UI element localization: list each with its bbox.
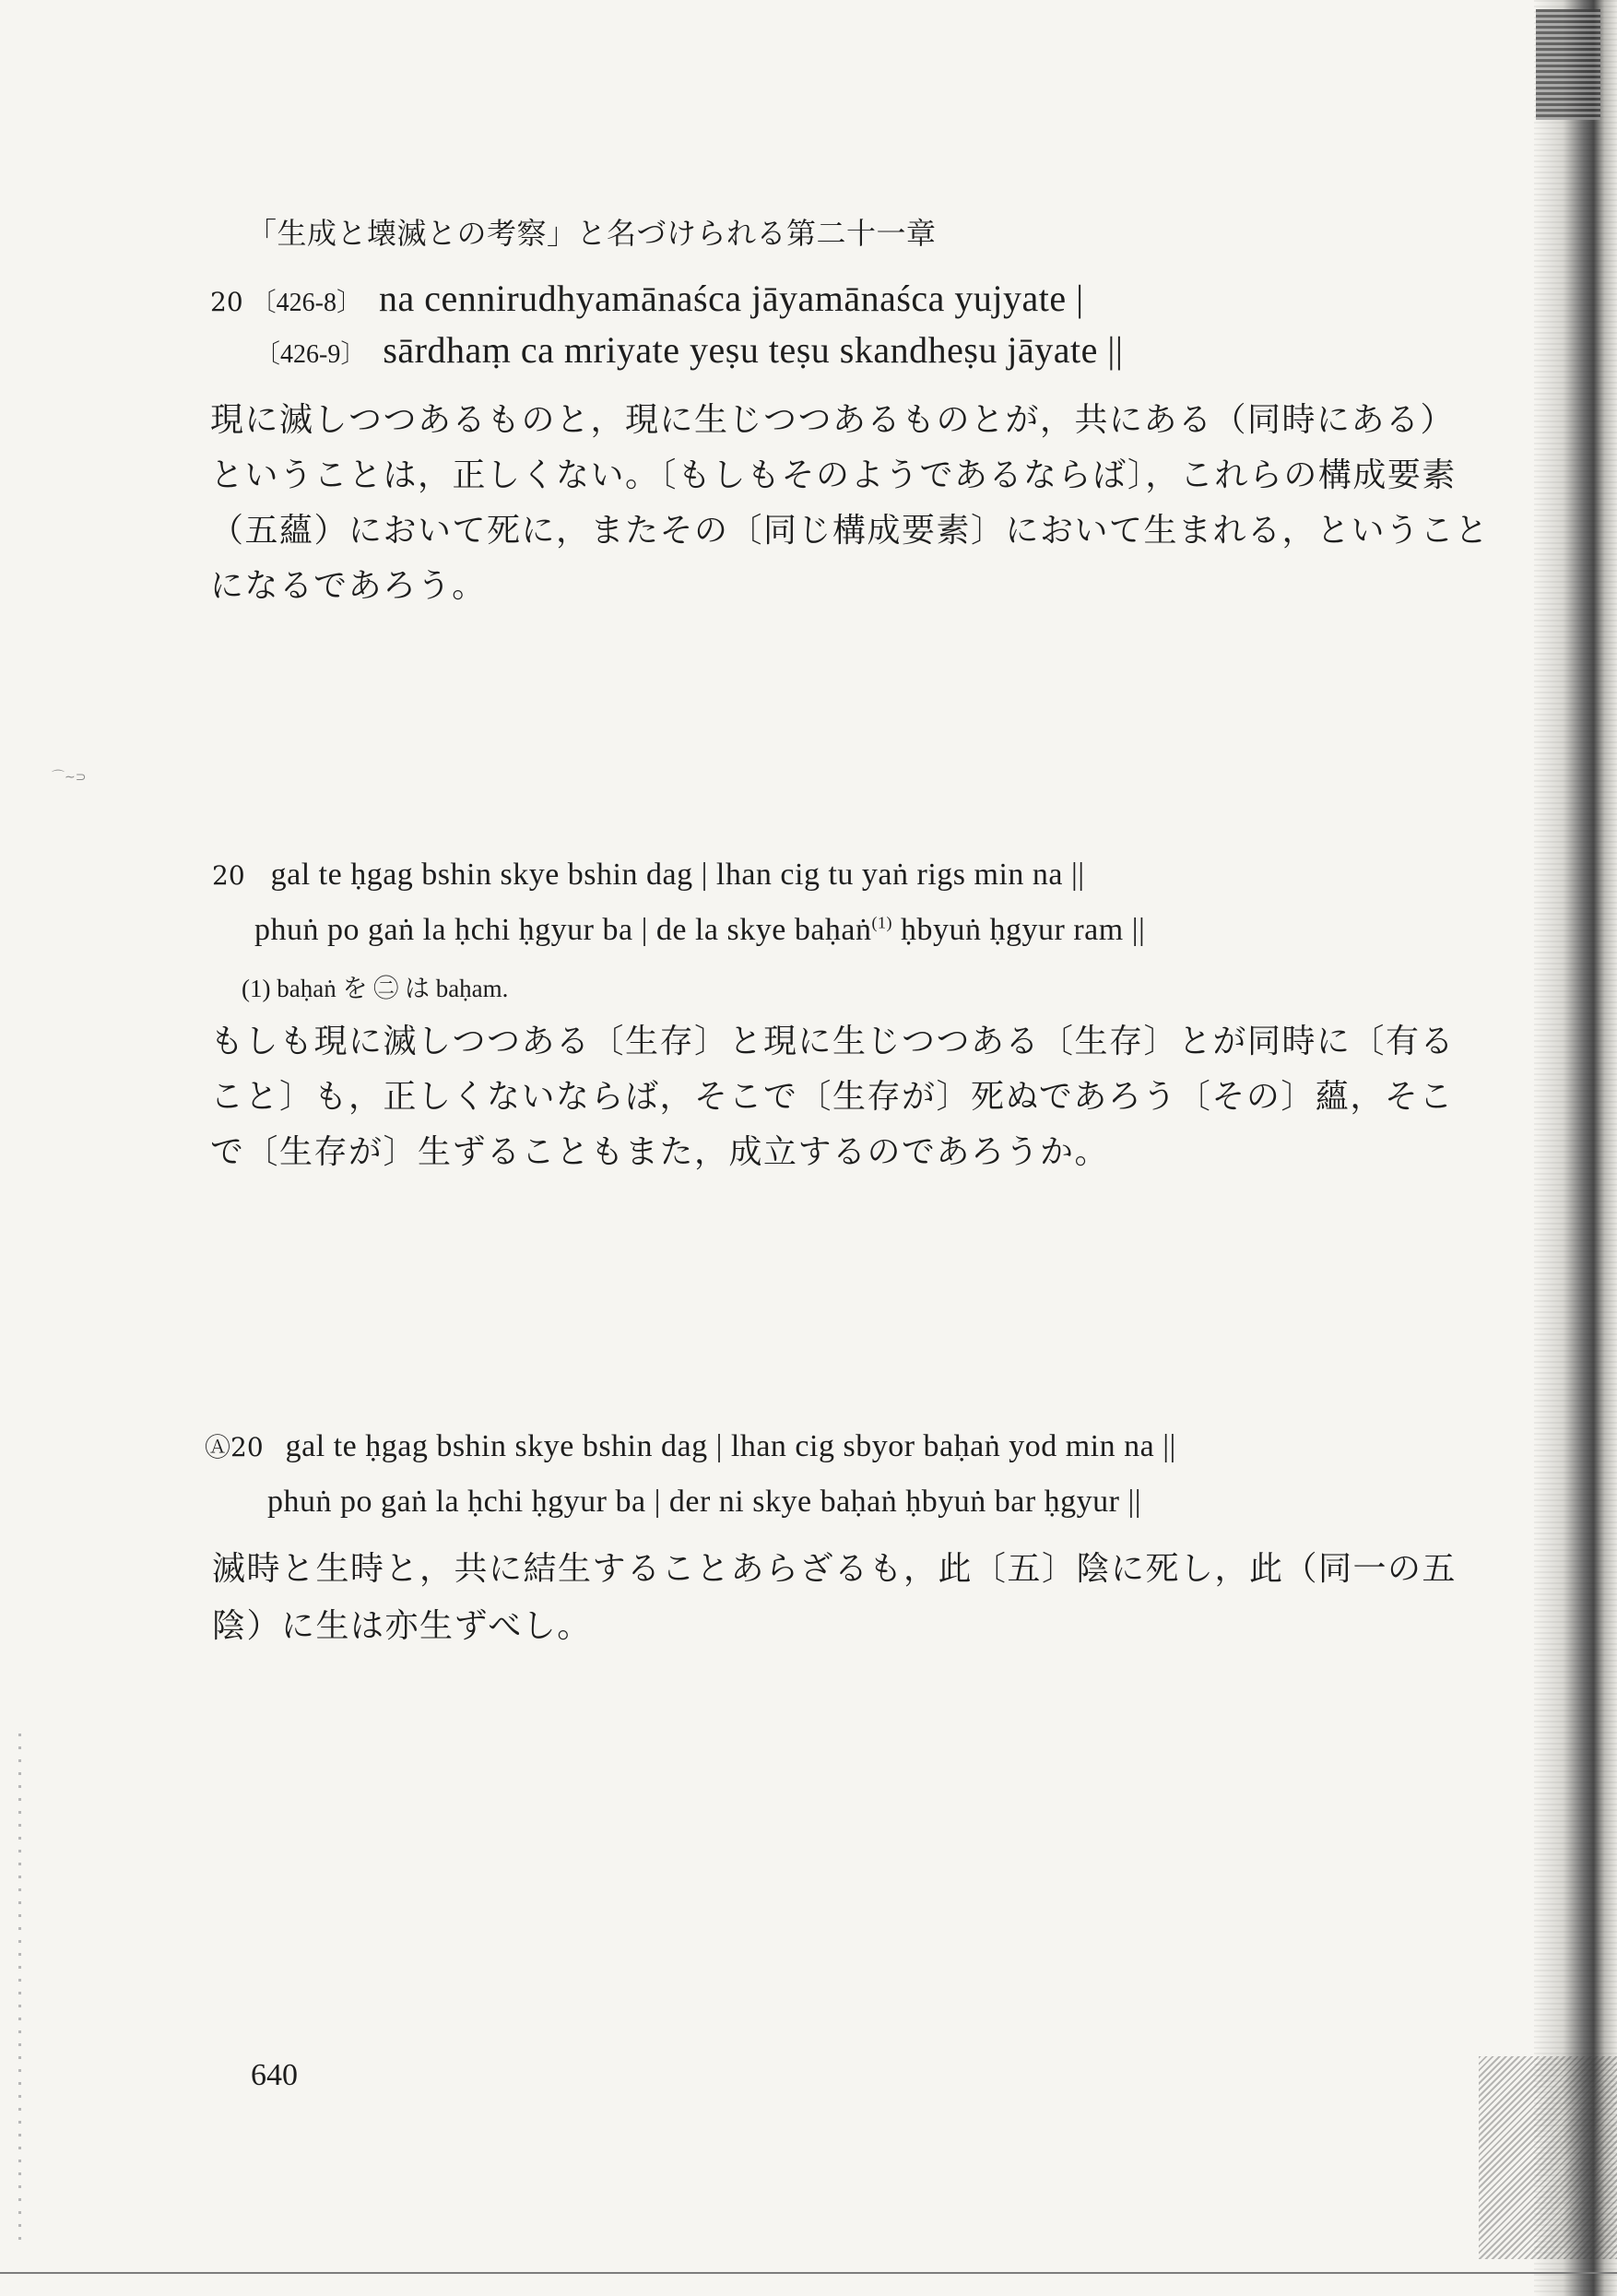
variant-line-1 <box>205 1427 1176 1464</box>
footnote: (1) baḥaṅ を ㊁ は baḥam. <box>242 975 509 1002</box>
translation-line: で〔生存が〕生ずることもまた，成立するのであろうか。 <box>210 1133 1110 1171</box>
translation-line: になるであろう。 <box>210 567 487 605</box>
translation-line: 滅時と生時と，共に結生することあらざるも，此〔五〕陰に死し，此（同一の五 <box>212 1550 1458 1588</box>
translation-line: 現に滅しつつあるものと，現に生じつつあるものとが，共にある（同時にある） <box>210 401 1456 439</box>
translation-line: ということは，正しくない。〔もしもそのようであるならば〕，これらの構成要素 <box>210 456 1457 494</box>
translation-line: こと〕も，正しくないならば，そこで〔生存が〕死ぬであろう〔その〕蘊，そこ <box>210 1078 1454 1116</box>
binding-shadow-bottom <box>1479 2056 1617 2259</box>
page-bottom-edge <box>0 2272 1617 2274</box>
scan-mark: ⌒∼⊃ <box>52 770 87 785</box>
sanskrit-line-2 <box>254 328 1123 372</box>
translation-line: もしも現に滅しつつある〔生存〕と現に生じつつある〔生存〕とが同時に〔有る <box>210 1023 1456 1060</box>
tibetan-line-2 <box>254 913 1145 948</box>
variant-line-2: phuṅ po gaṅ la ḥchi ḥgyur ba | der ni skye baḥaṅ ḥbyuṅ bar ḥgyur || <box>267 1485 1142 1519</box>
tibetan-text: gal te ḥgag bshin skye bshin dag | lhan cig sbyor baḥaṅ yod min na || <box>285 1429 1176 1463</box>
translation-line: （五蘊）において死に，またその〔同じ構成要素〕において生まれる，ということ <box>210 512 1490 550</box>
verse-reference: 〔426-8〕 <box>250 289 362 317</box>
tibetan-text: ḥbyuṅ ḥgyur ram || <box>892 913 1146 947</box>
translation-line: 陰）に生は亦生ずべし。 <box>212 1607 592 1645</box>
scan-specks <box>18 1734 21 2250</box>
tibetan-line-1 <box>212 858 1085 893</box>
chapter-title: 「生成と壊滅との考察」と名づけられる第二十一章 <box>247 216 937 251</box>
tibetan-text: gal te ḥgag bshin skye bshin dag | lhan cig tu yaṅ rigs min na || <box>270 858 1085 892</box>
verse-reference: 〔426-9〕 <box>254 340 367 369</box>
page-number: 640 <box>251 2058 298 2092</box>
binding-edge <box>1534 0 1617 2296</box>
sanskrit-line-1 <box>210 277 1084 320</box>
sanskrit-text: sārdhaṃ ca mriyate yeṣu teṣu skandheṣu jāyate || <box>383 329 1124 371</box>
verse-number: 20 <box>210 287 243 317</box>
variant-marker: Ⓐ <box>205 1432 231 1462</box>
sanskrit-text: na cennirudhyamānaśca jāyamānaśca yujyate | <box>378 278 1084 319</box>
verse-number: 20 <box>212 860 245 891</box>
verse-number: 20 <box>230 1432 264 1462</box>
binding-shadow-top <box>1536 9 1600 120</box>
tibetan-text: phuṅ po gaṅ la ḥchi ḥgyur ba | de la skye baḥaṅ <box>254 913 872 947</box>
footnote-marker: (1) <box>871 913 893 932</box>
